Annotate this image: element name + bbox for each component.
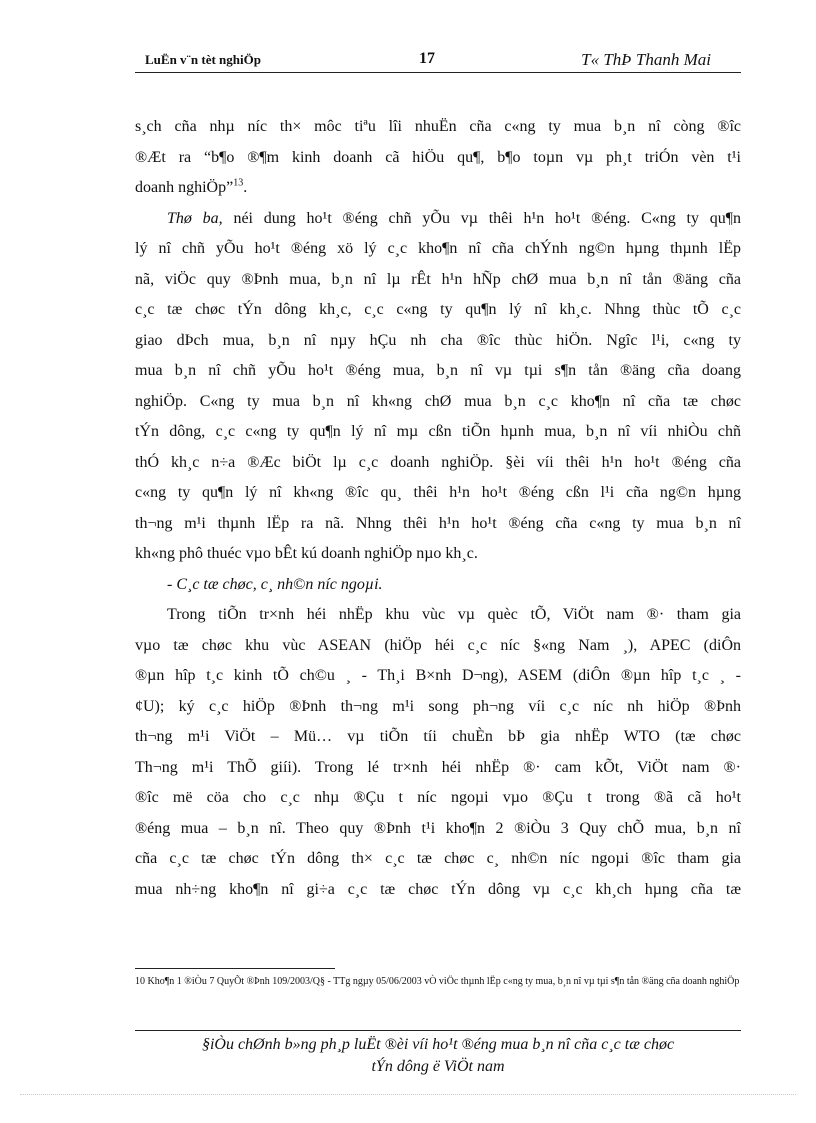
body-line-text: doanh nghiÖp” — [135, 179, 234, 196]
section-heading: - C¸c tæ chøc, c¸ nh©n níc ngoµi. — [167, 575, 383, 593]
body-line-text: néi dung ho¹t ®éng chñ yÕu vµ thêi h¹n ho¹t ®éng. C«ng ty qu¶n — [222, 209, 741, 227]
footnote-number: 10 — [135, 976, 145, 987]
paragraph-lead: Thø ba, — [167, 209, 223, 227]
body-line: doanh nghiÖp”$^{13}$. — [135, 177, 248, 196]
body-line: s¸ch cña nhµ níc th× môc tiªu lîi nhuËn cña c«ng ty mua b¸n nî còng ®îc — [135, 118, 741, 135]
page-number: 17 — [419, 50, 435, 67]
body-line: c«ng ty qu¶n lý nî kh«ng ®îc qu¸ thêi h¹n ho¹t ®éng cßn l¹i cña ng©n hµng — [135, 484, 741, 501]
body-line: Trong tiÕn tr×nh héi nhËp khu vùc vµ quèc tÕ, ViÖt nam ®· tham gia — [167, 606, 741, 623]
footnote-text: Kho¶n 1 ®iÒu 7 QuyÕt ®Þnh 109/2003/Q§ - TTg ngµy 05/06/2003 vÒ viÖc thµnh lËp c«ng ty mua, b¸n nî vµ tµi s¶n tån ®äng cña doanh nghiÖp — [145, 976, 740, 987]
body-line: mua b¸n nî chñ yÕu ho¹t ®éng mua, b¸n nî vµ tµi s¶n tån ®äng cña doang — [135, 362, 741, 379]
page-footer — [135, 1034, 741, 1078]
body-line: th¬ng m¹i thµnh lËp ra nã. Nhng thêi h¹n ho¹t ®éng cña c«ng ty mua b¸n nî — [135, 514, 741, 532]
body-line: giao dÞch mua, b¸n nî nµy hÇu nh cha ®îc thùc hiÖn. Ngîc l¹i, c«ng ty — [135, 331, 741, 349]
body-line: kh«ng phô thuéc vµo bÊt kú doanh nghiÖp nµo kh¸c. — [135, 545, 478, 562]
body-line: ®Æt ra “b¶o ®¶m kinh doanh cã hiÖu qu¶, b¶o toµn vµ ph¸t triÓn vèn t¹i — [135, 148, 741, 166]
page-bottom-border — [20, 1094, 796, 1095]
body-line: ¢U); ký c¸c hiÖp ®Þnh th¬ng m¹i song ph¬ng víi c¸c níc nh hiÖp ®Þnh — [135, 697, 741, 715]
body-line: nã, viÖc quy ®Þnh mua, b¸n nî lµ rÊt h¹n hÑp chØ mua b¸n nî tån ®äng cña — [135, 270, 741, 288]
footer-divider — [135, 1030, 741, 1031]
body-line: cña c¸c tæ chøc tÝn dông th× c¸c tæ chøc c¸ nh©n níc ngoµi ®îc tham gia — [135, 850, 741, 867]
footnote-divider — [135, 968, 335, 969]
body-line: c¸c tæ chøc tÝn dông kh¸c, c¸c c«ng ty qu¶n lý nî kh¸c. Nhng thùc tÕ c¸c — [135, 301, 741, 318]
header-title: LuËn v¨n tèt nghiÖp — [145, 52, 261, 67]
body-line: lý nî chñ yÕu ho¹t ®éng xö lý c¸c kho¶n nî cña chÝnh ng©n hµng thµnh lËp — [135, 240, 741, 257]
body-line: nghiÖp. C«ng ty mua b¸n nî kh«ng chØ mua b¸n c¸c kho¶n nî cña tæ chøc — [135, 392, 741, 410]
body-line: tÝn dông, c¸c c«ng ty qu¶n lý nî mµ cßn tiÕn hµnh mua, b¸n nî víi nhiÒu chñ — [135, 423, 741, 440]
footer-line: tÝn dông ë ViÖt nam — [371, 1058, 505, 1075]
body-line: ®îc më cöa cho c¸c nhµ ®Çu t níc ngoµi vµo ®Çu t trong ®ã cã ho¹t — [135, 789, 741, 806]
body-line: vµo tæ chøc khu vùc ASEAN (hiÖp héi c¸c níc §«ng Nam ¸), APEC (diÔn — [135, 636, 741, 654]
footer-line: §iÒu chØnh b»ng ph¸p luËt ®èi víi ho¹t ®éng mua b¸n nî cña c¸c tæ chøc — [201, 1036, 675, 1053]
body-line: th¬ng m¹i ViÖt – Mü… vµ tiÕn tíi chuÈn bÞ gia nhËp WTO (tæ chøc — [135, 728, 741, 745]
body-text — [135, 112, 741, 905]
body-line — [135, 204, 741, 235]
body-line: ®µn hîp t¸c kinh tÕ ch©u ¸ - Th¸i B×nh D¬ng), ASEM (diÔn ®µn hîp t¸c ¸ - — [135, 667, 741, 684]
body-line: Th¬ng m¹i ThÕ giíi). Trong lé tr×nh héi nhËp ®· cam kÕt, ViÖt nam ®· — [135, 758, 741, 776]
page-header — [135, 50, 741, 73]
body-line: mua nh÷ng kho¶n nî gi÷a c¸c tæ chøc tÝn dông vµ c¸c kh¸ch hµng cña tæ — [135, 880, 741, 898]
body-line: ®éng mua – b¸n nî. Theo quy ®Þnh t¹i kho¶n 2 ®iÒu 3 Quy chÕ mua, b¸n nî — [135, 819, 741, 837]
header-author: T« ThÞ Thanh Mai — [581, 50, 711, 69]
footnote-reference[interactable]: 13 — [233, 177, 244, 189]
footnote — [135, 974, 741, 990]
body-line: thÓ kh¸c n÷a ®Æc biÖt lµ c¸c doanh nghiÖp. §èi víi thêi h¹n ho¹t ®éng cña — [135, 453, 741, 471]
